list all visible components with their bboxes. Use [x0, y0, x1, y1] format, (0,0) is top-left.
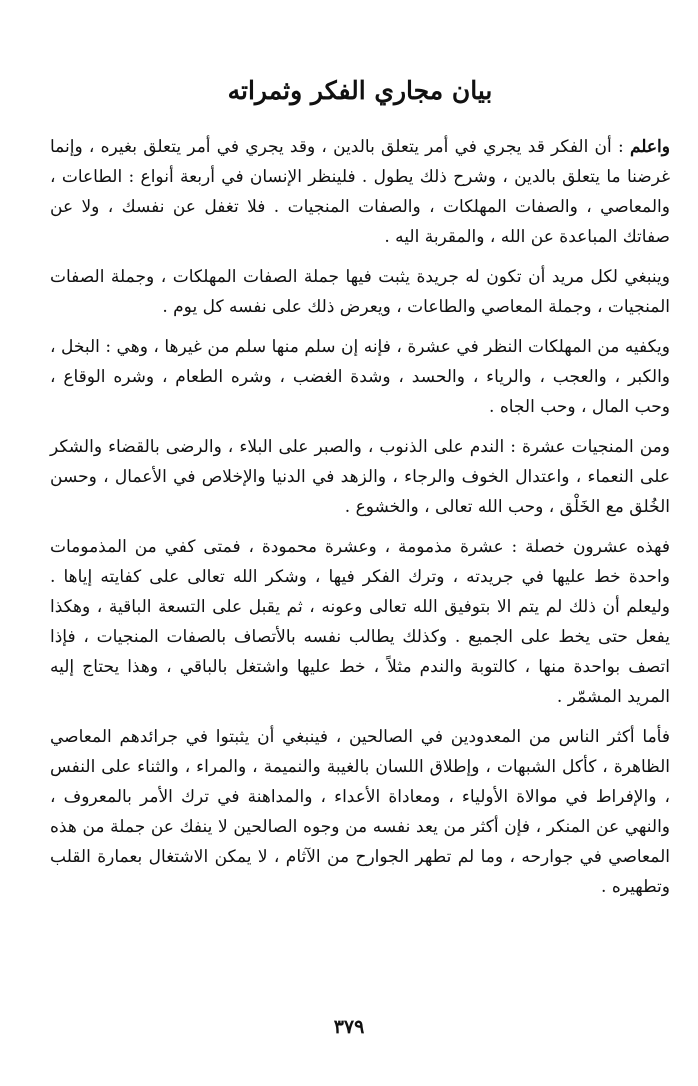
paragraph-3	[50, 332, 670, 422]
paragraph-6	[50, 722, 670, 902]
paragraph-1-text: : أن الفكر قد يجري في أمر يتعلق بالدين ، وقد يجري في أمر يتعلق بغيره ، وإنما غرضنا ما يتعلق بالدين ، وشرح ذلك يطول . فلينظر الإنسان في أربعة أنواع : الطاعات ، والمعاصي ، والصفات المهلكات ، والصفات المنجيات . فلا تغفل عن نفسك ، ولا عن صفاتك المباعدة عن الله ، والمقربة اليه .	[50, 137, 670, 247]
paragraph-2	[50, 262, 670, 322]
paragraph-5	[50, 532, 670, 712]
paragraph-4	[50, 432, 670, 522]
paragraph-1	[50, 132, 670, 252]
paragraph-4-text: ومن المنجيات عشرة : الندم على الذنوب ، والصبر على البلاء ، والرضى بالقضاء والشكر على النعماء ، واعتدال الخوف والرجاء ، والزهد في الدنيا والإخلاص في الأعمال ، وحسن الخُلق مع الخَلْق ، وحب الله تعالى ، والخشوع .	[50, 437, 670, 517]
page-number: ٣٧٩	[333, 1017, 365, 1038]
paragraph-6-text: فأما أكثر الناس من المعدودين في الصالحين ، فينبغي أن يثبتوا في جرائدهم المعاصي الظاهرة ، كأكل الشبهات ، وإطلاق اللسان بالغيبة والنميمة ، والمراء ، والثناء على النفس ، والإفراط في موالاة الأولياء ، ومعاداة الأعداء ، والمداهنة في ترك الأمر بالمعروف ، والنهي عن المنكر ، فإن أكثر من يعد نفسه من وجوه الصالحين لا ينفك عن جملة من هذه المعاصي في جوارحه ، وما لم تطهر الجوارح من الآثام ، لا يمكن الاشتغال بعمارة القلب وتطهيره .	[50, 727, 670, 897]
paragraph-2-text: وينبغي لكل مريد أن تكون له جريدة يثبت فيها جملة الصفات المهلكات ، وجملة الصفات المنجيات ، وجملة المعاصي والطاعات ، ويعرض ذلك على نفسه كل يوم .	[50, 267, 670, 317]
paragraph-3-text: ويكفيه من المهلكات النظر في عشرة ، فإنه إن سلم منها سلم من غيرها ، وهي : البخل ، والكبر ، والعجب ، والرياء ، والحسد ، وشدة الغضب ، وشره الطعام ، وشره الوقاع ، وحب المال ، وحب الجاه .	[50, 337, 670, 417]
paragraph-5-text: فهذه عشرون خصلة : عشرة مذمومة ، وعشرة محمودة ، فمتى كفي من المذمومات واحدة خط عليها في جريدته ، وترك الفكر فيها ، وشكر الله تعالى على كفايته إياها . وليعلم أن ذلك لم يتم الا بتوفيق الله تعالى وعونه ، ثم يقبل على التسعة الباقية ، وهكذا يفعل حتى يخط على الجميع . وكذلك يطالب نفسه بالأتصاف بالصفات المنجيات ، فإذا اتصف بواحدة منها ، كالتوبة والندم مثلاً ، خط عليها واشتغل بالباقي ، وهذا يحتاج إليه المريد المشمّر .	[50, 537, 670, 707]
section-title: بيان مجاري الفكر وثمراته	[227, 76, 493, 105]
paragraph-1-lead: واعلم	[629, 137, 670, 157]
